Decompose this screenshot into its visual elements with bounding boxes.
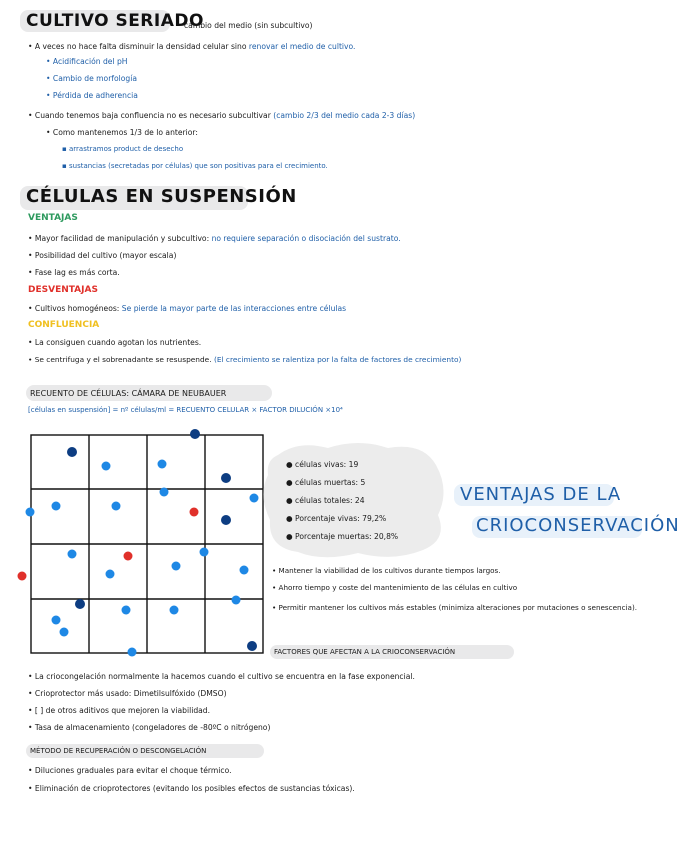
seriado-sub-4: ▪ arrastramos product de desecho	[62, 145, 184, 153]
desventaja-1-highlight: Se pierde la mayor parte de las interacciones entre células	[121, 304, 347, 313]
dead-cell-dot	[221, 515, 231, 525]
live-cell-dot	[60, 628, 69, 637]
seriado-point-1-text: A veces no hace falta disminuir la densidad celular sino	[34, 42, 247, 51]
metodo-2: • Eliminación de crioprotectores (evitando los posibles efectos de sustancias tóxicas).	[28, 784, 355, 793]
seriado-sub-3: • Pérdida de adherencia	[46, 91, 138, 100]
live-cell-dot	[52, 502, 61, 511]
factor-4: • Tasa de almacenamiento (congeladores de -80ºC o nitrógeno)	[28, 723, 270, 732]
confluencia-2-text: Se centrifuga y el sobrenadante se resuspende.	[34, 355, 212, 364]
stat-5: ● Porcentaje muertas: 20,8%	[286, 532, 399, 541]
seriado-point-2-text: Cuando tenemos baja confluencia no es necesario subcultivar	[34, 111, 271, 120]
seriado-sub-4-text: arrastramos product de desecho	[68, 145, 184, 153]
crio-title-line-1: VENTAJAS DE LA	[460, 484, 622, 505]
live-cell-dot	[106, 570, 115, 579]
live-cell-dot	[172, 562, 181, 571]
seriado-sub-1: • Acidificación del pH	[46, 57, 128, 66]
page-title: CULTIVO SERIADO	[26, 11, 204, 31]
live-cell-dot	[102, 462, 111, 471]
metodo-title: MÉTODO DE RECUPERACIÓN O DESCONGELACIÓN	[30, 747, 207, 755]
subtitle: cambio del medio (sin subcultivo)	[184, 21, 313, 30]
suspension-title: CÉLULAS EN SUSPENSIÓN	[26, 186, 297, 207]
dead-cell-dot	[247, 641, 257, 651]
live-cell-dot	[52, 616, 61, 625]
factor-1: • La criocongelación normalmente la hacemos cuando el cultivo se encuentra en la fase exponencial.	[28, 672, 415, 681]
factores-title: FACTORES QUE AFECTAN A LA CRIOCONSERVACIÓN	[274, 648, 456, 656]
live-cell-dot	[240, 566, 249, 575]
confluencia-2	[28, 355, 461, 364]
red-cell-dot	[124, 552, 133, 561]
ventaja-1	[28, 234, 401, 243]
dead-cell-dot	[190, 429, 200, 439]
dead-cell-dot	[67, 447, 77, 457]
seriado-point-2	[28, 111, 415, 120]
ventaja-2: • Posibilidad del cultivo (mayor escala)	[28, 251, 176, 260]
live-cell-dot	[68, 550, 77, 559]
stat-4-text: Porcentaje vivas: 79,2%	[295, 514, 387, 523]
red-cell-dot	[18, 572, 27, 581]
ventaja-3: • Fase lag es más corta.	[28, 268, 120, 277]
crio-item-1: • Mantener la viabilidad de los cultivos durante tiempos largos.	[272, 566, 501, 575]
dead-cell-dot	[221, 473, 231, 483]
desventajas-label: DESVENTAJAS	[28, 285, 98, 295]
live-cell-dot	[122, 606, 131, 615]
live-cell-dot	[200, 548, 209, 557]
stat-3: ● células totales: 24	[286, 496, 365, 505]
seriado-point-2-highlight: (cambio 2/3 del medio cada 2-3 días)	[273, 111, 416, 120]
ventaja-1-text: Mayor facilidad de manipulación y subcultivo:	[34, 234, 210, 243]
seriado-point-1-highlight: renovar el medio de cultivo.	[248, 42, 356, 51]
stat-3-text: células totales: 24	[295, 496, 365, 505]
ventaja-1-highlight: no requiere separación o disociación del sustrato.	[211, 234, 401, 243]
crio-item-3: • Permitir mantener los cultivos más estables (minimiza alteraciones por mutaciones o senescencia).	[272, 600, 640, 616]
red-cell-dot	[190, 508, 199, 517]
desventaja-1-text: Cultivos homogéneos:	[34, 304, 120, 313]
seriado-point-1	[28, 42, 355, 51]
stat-5-text: Porcentaje muertas: 20,8%	[295, 532, 399, 541]
stat-2: ● células muertas: 5	[286, 478, 366, 487]
live-cell-dot	[128, 648, 137, 657]
confluencia-label: CONFLUENCIA	[28, 320, 100, 330]
live-cell-dot	[232, 596, 241, 605]
confluencia-1: • La consiguen cuando agotan los nutrientes.	[28, 338, 201, 347]
factor-2: • Crioprotector más usado: Dimetilsulfóxido (DMSO)	[28, 689, 227, 698]
dead-cell-dot	[75, 599, 85, 609]
metodo-1: • Diluciones graduales para evitar el choque térmico.	[28, 766, 232, 775]
recuento-formula: [células en suspensión] = nº células/ml = RECUENTO CELULAR × FACTOR DILUCIÓN ×10⁴	[28, 406, 343, 414]
neubauer-chamber	[14, 426, 276, 662]
live-cell-dot	[158, 460, 167, 469]
seriado-sub-2: • Cambio de morfología	[46, 74, 137, 83]
recuento-title: RECUENTO DE CÉLULAS: CÁMARA DE NEUBAUER	[30, 389, 227, 398]
stat-1: ● células vivas: 19	[286, 460, 359, 469]
live-cell-dot	[112, 502, 121, 511]
live-cell-dot	[160, 488, 169, 497]
ventajas-label: VENTAJAS	[28, 213, 78, 223]
live-cell-dot	[170, 606, 179, 615]
desventaja-1	[28, 304, 346, 313]
confluencia-2-highlight: (El crecimiento se ralentiza por la falta de factores de crecimiento)	[213, 355, 462, 364]
stat-4: ● Porcentaje vivas: 79,2%	[286, 514, 387, 523]
live-cell-dot	[26, 508, 35, 517]
seriado-sub-5-text: sustancias (secretadas por células) que son positivas para el crecimiento.	[68, 162, 328, 170]
factor-3: • [ ] de otros aditivos que mejoren la viabilidad.	[28, 706, 210, 715]
seriado-sub-5: ▪ sustancias (secretadas por células) que son positivas para el crecimiento.	[62, 162, 328, 170]
seriado-point-3: • Como mantenemos 1/3 de lo anterior:	[46, 128, 198, 137]
crio-title-line-2: CRIOCONSERVACIÓN	[476, 515, 680, 536]
stat-1-text: células vivas: 19	[295, 460, 359, 469]
crio-item-2: • Ahorro tiempo y coste del mantenimiento de las células en cultivo	[272, 583, 517, 592]
stat-2-text: células muertas: 5	[295, 478, 366, 487]
